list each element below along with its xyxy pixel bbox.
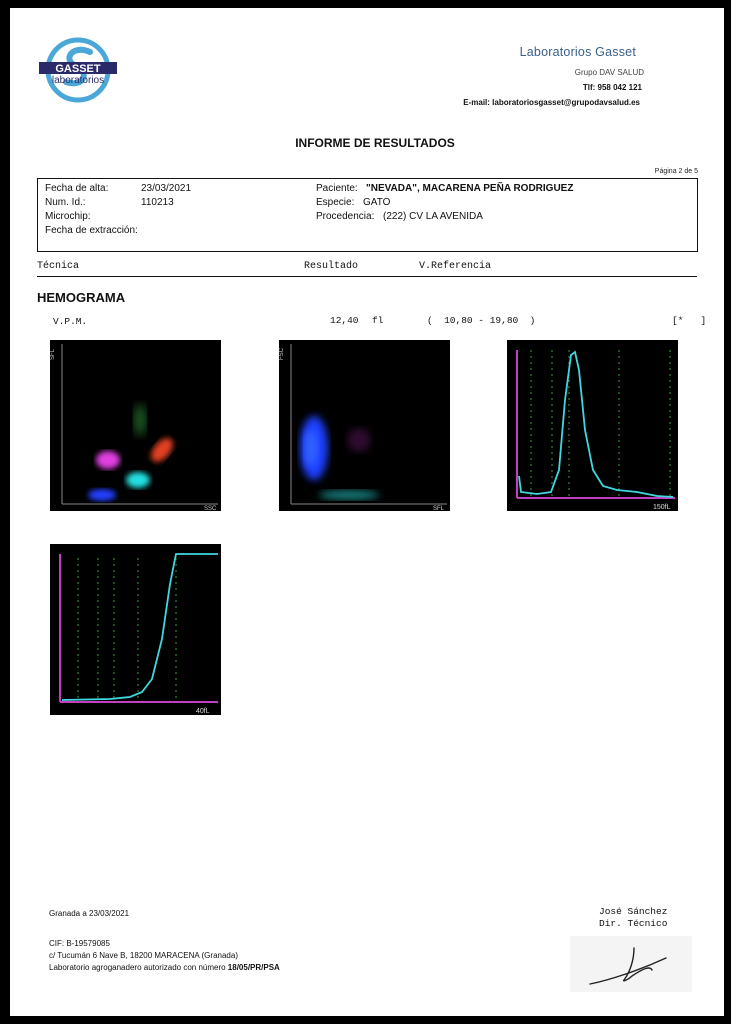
logo-text-top: GASSET bbox=[55, 63, 101, 75]
signer-role: Dir. Técnico bbox=[599, 918, 668, 929]
column-tecnica: Técnica bbox=[37, 261, 80, 272]
value-especie: GATO bbox=[363, 197, 391, 208]
patient-info-box bbox=[37, 178, 698, 252]
label-fecha-extraccion: Fecha de extracción: bbox=[45, 225, 138, 236]
label-paciente: Paciente: bbox=[316, 183, 358, 194]
label-fecha-alta: Fecha de alta: bbox=[45, 183, 109, 194]
footer-address: c/ Tucumán 6 Nave B, 18200 MARACENA (Granada) bbox=[49, 951, 238, 960]
result-name: V.P.M. bbox=[53, 316, 88, 327]
scatter-plot-sfl bbox=[279, 340, 450, 511]
header-divider bbox=[37, 276, 697, 277]
footer-authorization-prefix: Laboratorio agroganadero autorizado con número bbox=[49, 963, 228, 972]
scatter1-ylabel: SFL bbox=[50, 348, 56, 360]
signer-name: José Sánchez bbox=[599, 906, 668, 917]
lab-phone: Tlf: 958 042 121 bbox=[582, 83, 642, 92]
report-page bbox=[10, 8, 724, 1016]
report-title: INFORME DE RESULTADOS bbox=[295, 136, 455, 150]
value-fecha-alta: 23/03/2021 bbox=[141, 183, 192, 194]
label-microchip: Microchip: bbox=[45, 211, 91, 222]
column-referencia: V.Referencia bbox=[419, 261, 492, 272]
lab-email: E-mail: laboratoriosgasset@grupodavsalud.es bbox=[463, 98, 640, 107]
value-paciente: "NEVADA", MACARENA PEÑA RODRIGUEZ bbox=[366, 183, 574, 194]
histogram-xlabel: 150fL bbox=[653, 504, 671, 511]
label-especie: Especie: bbox=[316, 197, 355, 208]
result-value: 12,40 bbox=[330, 315, 359, 326]
section-hemograma: HEMOGRAMA bbox=[37, 290, 126, 305]
gasset-logo-icon bbox=[38, 30, 118, 110]
value-num-id: 110213 bbox=[141, 197, 174, 208]
value-procedencia: (222) CV LA AVENIDA bbox=[383, 211, 483, 222]
footer-authorization bbox=[49, 963, 280, 972]
signature-image bbox=[570, 936, 692, 992]
scatter2-ylabel: FSC bbox=[279, 348, 285, 360]
footer-date: Granada a 23/03/2021 bbox=[49, 909, 130, 918]
footer-authorization-number: 18/05/PR/PSA bbox=[227, 963, 280, 972]
logo-text-bottom: laboratorios bbox=[51, 75, 105, 86]
histogram-plot bbox=[507, 340, 678, 511]
label-procedencia: Procedencia: bbox=[316, 211, 375, 222]
scatter-plot-ssc bbox=[50, 340, 221, 511]
cumulative-xlabel: 40fL bbox=[196, 708, 210, 715]
result-unit: fl bbox=[372, 315, 384, 326]
lab-name: Laboratorios Gasset bbox=[519, 45, 636, 59]
result-flag: [* ] bbox=[672, 315, 707, 326]
lab-group: Grupo DAV SALUD bbox=[574, 68, 644, 77]
cumulative-plot bbox=[50, 544, 221, 715]
column-resultado: Resultado bbox=[304, 261, 359, 272]
footer-cif: CIF: B-19579085 bbox=[49, 939, 110, 948]
result-reference: ( 10,80 - 19,80 ) bbox=[427, 315, 536, 326]
label-num-id: Num. Id.: bbox=[45, 197, 86, 208]
page-number: Página 2 de 5 bbox=[654, 168, 698, 175]
scatter1-xlabel: SSC bbox=[204, 506, 217, 511]
scatter2-xlabel: SFL bbox=[433, 506, 445, 511]
